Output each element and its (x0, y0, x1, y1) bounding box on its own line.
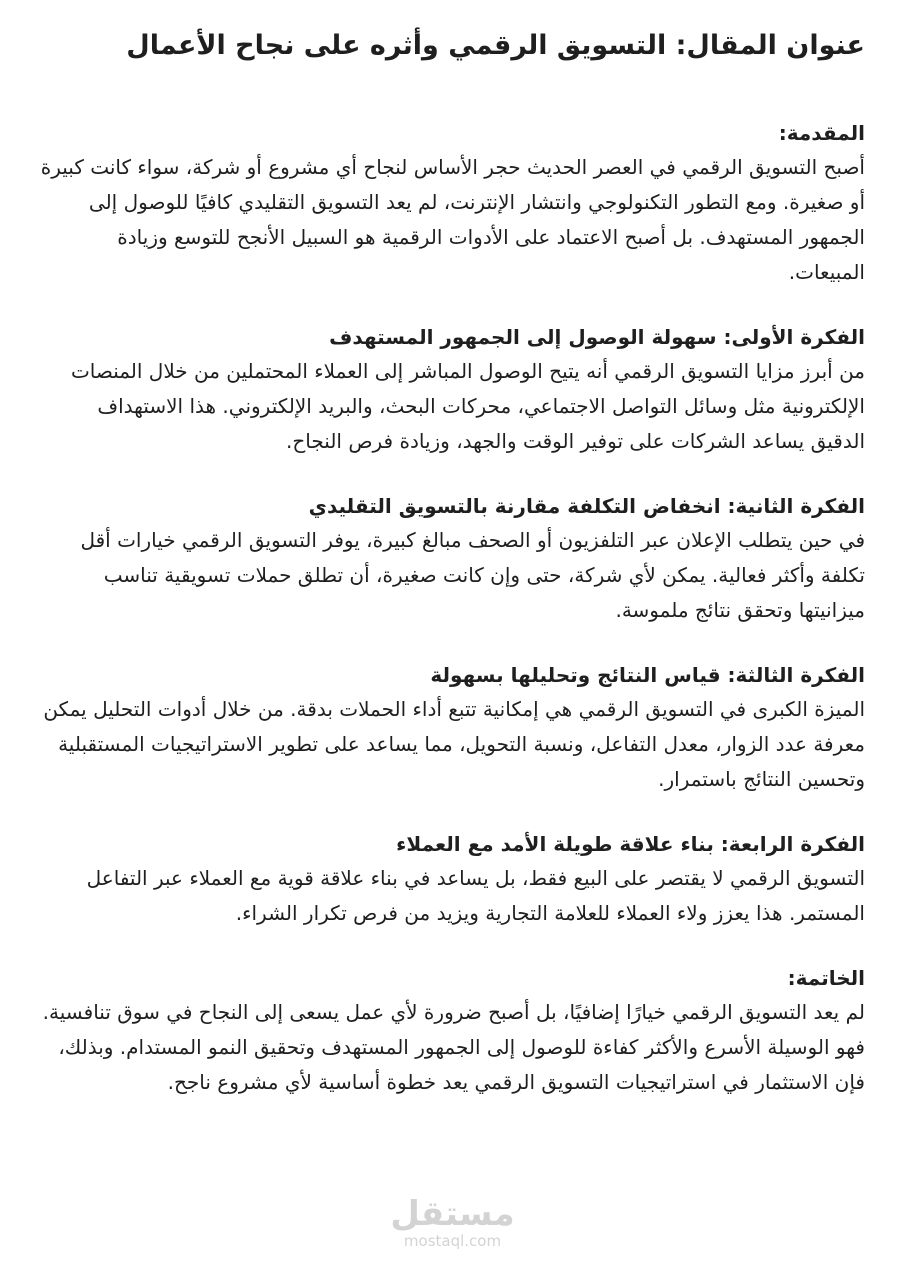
section-paragraph: أصبح التسويق الرقمي في العصر الحديث حجر الأساس لنجاح أي مشروع أو شركة، سواء كانت كبيرة أو صغيرة. ومع التطور التكنولوجي وانتشار الإنترنت، لم يعد التسويق التقليدي كافيًا للوصول إلى الجمهور المستهدف. بل أصبح الاعتماد على الأدوات الرقمية هو السبيل الأنجح للتوسع وزيادة المبيعات. (40, 155, 865, 284)
section-idea-2 (40, 489, 865, 628)
mostaql-url: mostaql.com (403, 1232, 502, 1250)
section-heading: الفكرة الرابعة: بناء علاقة طويلة الأمد مع العملاء (396, 832, 865, 856)
section-heading: الفكرة الأولى: سهولة الوصول إلى الجمهور المستهدف (329, 325, 865, 349)
section-heading: المقدمة: (778, 121, 865, 145)
section-conclusion (40, 961, 865, 1100)
section-idea-3 (40, 658, 865, 797)
section-heading: الفكرة الثالثة: قياس النتائج وتحليلها بسهولة (430, 663, 865, 687)
section-paragraph: لم يعد التسويق الرقمي خيارًا إضافيًا، بل أصبح ضرورة لأي عمل يسعى إلى النجاح في سوق تنافسية. فهو الوسيلة الأسرع والأكثر كفاءة للوصول إلى الجمهور المستهدف وتحقيق النمو المستدام. وبذلك، فإن الاستثمار في استراتيجيات التسويق الرقمي يعد خطوة أساسية لأي مشروع ناجح. (42, 1000, 865, 1094)
section-paragraph: في حين يتطلب الإعلان عبر التلفزيون أو الصحف مبالغ كبيرة، يوفر التسويق الرقمي خيارات أقل تكلفة وأكثر فعالية. يمكن لأي شركة، حتى وإن كانت صغيرة، أن تطلق حملات تسويقية تناسب ميزانيتها وتحقق نتائج ملموسة. (80, 528, 865, 622)
section-idea-4 (40, 827, 865, 931)
section-idea-1 (40, 320, 865, 459)
section-paragraph: من أبرز مزايا التسويق الرقمي أنه يتيح الوصول المباشر إلى العملاء المحتملين من خلال المنصات الإلكترونية مثل وسائل التواصل الاجتماعي، محركات البحث، والبريد الإلكتروني. هذا الاستهداف الدقيق يساعد الشركات على توفير الوقت والجهد، وزيادة فرص النجاح. (70, 359, 865, 453)
section-introduction (40, 116, 865, 290)
mostaql-watermark (0, 1195, 905, 1249)
mostaql-logo: مستقل (390, 1194, 515, 1234)
section-paragraph: الميزة الكبرى في التسويق الرقمي هي إمكانية تتبع أداء الحملات بدقة. من خلال أدوات التحليل يمكن معرفة عدد الزوار، معدل التفاعل، ونسبة التحويل، مما يساعد على تطوير الاستراتيجيات المستقبلية وتحسين النتائج باستمرار. (43, 697, 865, 791)
article-title: عنوان المقال: التسويق الرقمي وأثره على نجاح الأعمال (126, 30, 865, 61)
section-heading: الخاتمة: (787, 966, 865, 990)
section-heading: الفكرة الثانية: انخفاض التكلفة مقارنة بالتسويق التقليدي (308, 494, 865, 518)
section-paragraph: التسويق الرقمي لا يقتصر على البيع فقط، بل يساعد في بناء علاقة قوية مع العملاء عبر التفاعل المستمر. هذا يعزز ولاء العملاء للعلامة التجارية ويزيد من فرص تكرار الشراء. (86, 866, 865, 925)
